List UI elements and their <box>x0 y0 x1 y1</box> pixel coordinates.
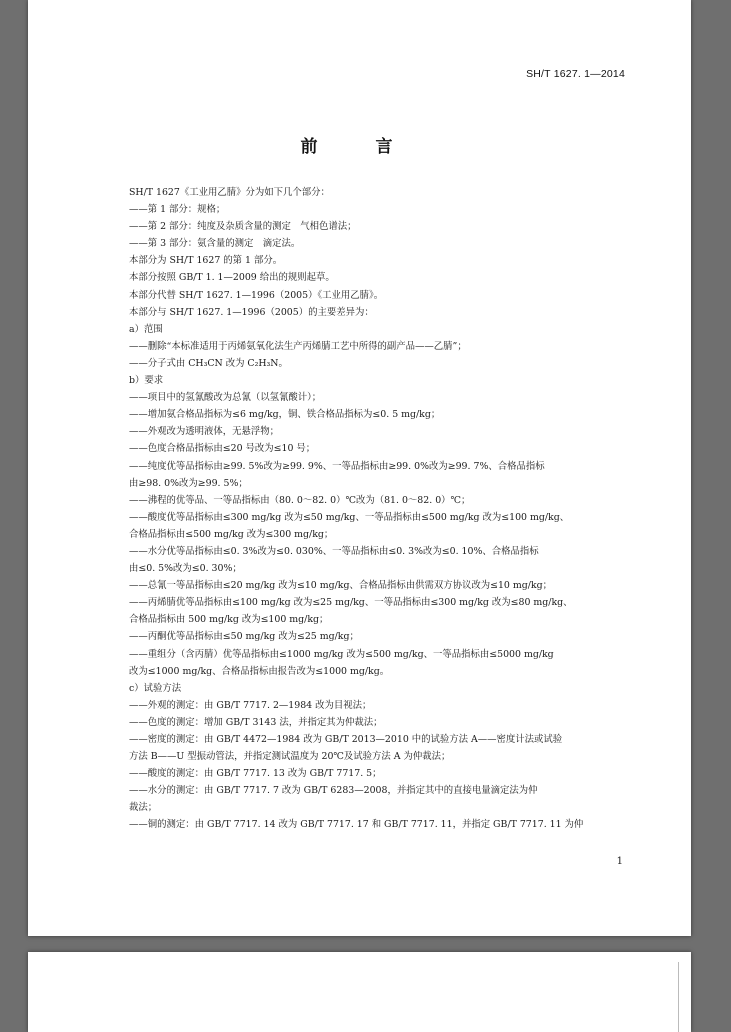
text-line: ——水分的测定：由 GB/T 7717. 7 改为 GB/T 6283—2008，并指定其中的直接电量滴定法为仲 <box>129 785 538 797</box>
text-line: ——分子式由 CH₃CN 改为 C₂H₃N。 <box>129 357 288 369</box>
text-line: ——丙酮优等品指标由≤50 mg/kg 改为≤25 mg/kg； <box>129 631 359 643</box>
text-line: 合格品指标由 500 mg/kg 改为≤100 mg/kg； <box>129 614 329 626</box>
text-line: ——外观改为透明液体，无悬浮物； <box>129 426 280 438</box>
page-title: 前 言 <box>300 137 419 157</box>
text-line: ——增加氨合格品指标为≤6 mg/kg，铜、铁合格品指标为≤0. 5 mg/kg； <box>129 409 441 421</box>
text-line: ——第 1 部分：规格； <box>129 204 226 216</box>
text-line: 改为≤1000 mg/kg、合格品指标由报告改为≤1000 mg/kg。 <box>129 665 390 677</box>
page-edge-rule <box>678 962 679 1032</box>
text-line: 本部分为 SH/T 1627 的第 1 部分。 <box>129 255 283 267</box>
text-line: 本部分按照 GB/T 1. 1—2009 给出的规则起草。 <box>129 272 335 284</box>
text-line: SH/T 1627《工业用乙腈》分为如下几个部分： <box>129 187 330 198</box>
text-line: ——第 2 部分：纯度及杂质含量的测定 气相色谱法； <box>129 221 357 233</box>
text-line: 方法 B——U 型振动管法，并指定测试温度为 20℃及试验方法 A 为仲裁法； <box>129 751 451 763</box>
text-line: b）要求 <box>129 375 164 387</box>
text-line: ——铜的测定：由 GB/T 7717. 14 改为 GB/T 7717. 17 和 GB/T 7717. 11，并指定 GB/T 7717. 11 为仲 <box>129 819 584 831</box>
document-page <box>28 0 691 936</box>
foreword-body <box>129 184 667 834</box>
text-line: ——色度合格品指标由≤20 号改为≤10 号； <box>129 443 316 455</box>
text-line: 裁法； <box>129 802 158 814</box>
document-code: SH/T 1627. 1—2014 <box>526 68 625 80</box>
text-line: ——重组分（含丙腈）优等品指标由≤1000 mg/kg 改为≤500 mg/kg、一等品指标由≤5000 mg/kg <box>129 648 554 660</box>
text-line: ——沸程的优等品、一等品指标由（80. 0～82. 0）℃改为（81. 0～82. 0）℃； <box>129 494 471 506</box>
text-line: ——项目中的氢氰酸改为总氰（以氢氰酸计）； <box>129 392 322 404</box>
text-line: a）范围 <box>129 323 163 335</box>
text-line: ——密度的测定：由 GB/T 4472—1984 改为 GB/T 2013—2010 中的试验方法 A——密度计法或试验 <box>129 734 563 745</box>
text-line: 本部分与 SH/T 1627. 1—1996（2005）的主要差异为： <box>129 306 374 318</box>
text-line: ——删除“本标准适用于丙烯氨氧化法生产丙烯腈工艺中所得的副产品——乙腈”； <box>129 340 467 352</box>
text-line: ——总氰一等品指标由≤20 mg/kg 改为≤10 mg/kg、合格品指标由供需双方协议改为≤10 mg/kg； <box>129 580 552 592</box>
text-line: ——纯度优等品指标由≥99. 5%改为≥99. 9%、一等品指标由≥99. 0%改为≥99. 7%、合格品指标 <box>129 460 545 472</box>
text-line: ——第 3 部分：氨含量的测定 滴定法。 <box>129 238 301 250</box>
text-line: ——水分优等品指标由≤0. 3%改为≤0. 030%、一等品指标由≤0. 3%改为≤0. 10%、合格品指标 <box>129 545 539 557</box>
text-line: 由≥98. 0%改为≥99. 5%； <box>129 477 248 489</box>
text-line: 由≤0. 5%改为≤0. 30%； <box>129 563 242 575</box>
page-number: 1 <box>616 856 623 867</box>
text-line: ——外观的测定：由 GB/T 7717. 2—1984 改为目视法； <box>129 699 372 711</box>
text-line: 本部分代替 SH/T 1627. 1—1996（2005）《工业用乙腈》。 <box>129 289 384 301</box>
text-line: ——酸度的测定：由 GB/T 7717. 13 改为 GB/T 7717. 5； <box>129 768 382 780</box>
text-line: 合格品指标由≤500 mg/kg 改为≤300 mg/kg； <box>129 528 334 540</box>
text-line: ——酸度优等品指标由≤300 mg/kg 改为≤50 mg/kg、一等品指标由≤500 mg/kg 改为≤100 mg/kg、 <box>129 511 570 523</box>
text-line: ——色度的测定：增加 GB/T 3143 法，并指定其为仲裁法； <box>129 716 383 728</box>
next-page-preview <box>28 952 691 1032</box>
text-line: ——丙烯腈优等品指标由≤100 mg/kg 改为≤25 mg/kg、一等品指标由≤300 mg/kg 改为≤80 mg/kg、 <box>129 597 573 609</box>
text-line: c）试验方法 <box>129 682 182 694</box>
